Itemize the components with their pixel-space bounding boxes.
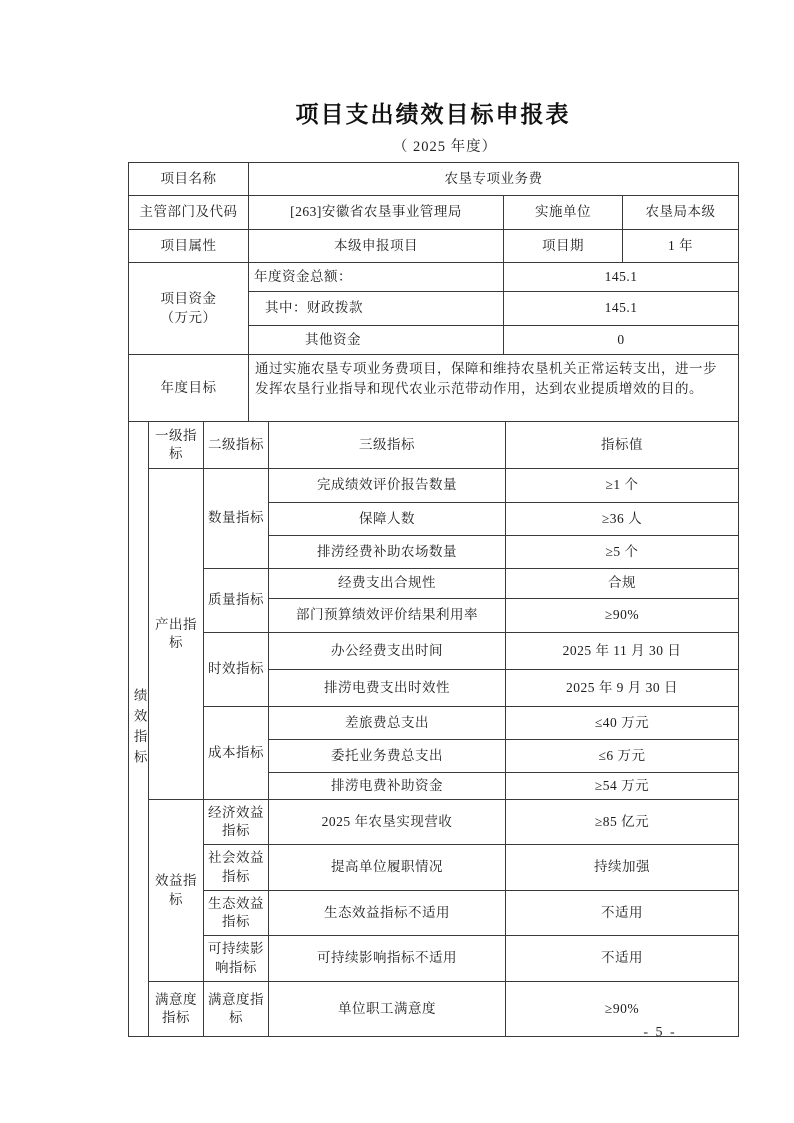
indicator-value: ≥54 万元 — [506, 773, 739, 800]
period-value: 1 年 — [623, 230, 739, 263]
performance-side-label: 绩效指标 — [129, 422, 149, 1037]
table-row — [129, 263, 739, 292]
indicator-l2: 生态效益指标 — [204, 891, 269, 936]
page-title: 项目支出绩效目标申报表 — [295, 102, 571, 127]
page-number: - 5 - — [643, 1025, 677, 1040]
indicator-l2: 可持续影响指标 — [204, 936, 269, 982]
indicator-l2: 时效指标 — [204, 633, 269, 707]
table-row — [129, 469, 739, 503]
impl-unit-value: 农垦局本级 — [623, 196, 739, 230]
annual-goal-text: 通过实施农垦专项业务费项目，保障和维持农垦机关正常运转支出，进一步发挥农垦行业指导和现代农业示范带动作用，达到农业提质增效的目的。 — [249, 355, 739, 422]
dept-value: [263]安徽省农垦事业管理局 — [249, 196, 504, 230]
table-row — [129, 845, 739, 891]
project-name-label: 项目名称 — [129, 163, 249, 196]
indicator-name: 单位职工满意度 — [269, 982, 506, 1037]
funds-fiscal-value: 145.1 — [504, 292, 739, 326]
header-l2: 二级指标 — [204, 422, 269, 469]
indicator-name: 办公经费支出时间 — [269, 633, 506, 670]
dept-label: 主管部门及代码 — [129, 196, 249, 230]
indicator-name: 排涝电费支出时效性 — [269, 670, 506, 707]
project-name-value: 农垦专项业务费 — [249, 163, 739, 196]
attr-value: 本级申报项目 — [249, 230, 504, 263]
indicator-value: 合规 — [506, 569, 739, 599]
indicator-name: 部门预算绩效评价结果利用率 — [269, 599, 506, 633]
funds-total-value: 145.1 — [504, 263, 739, 292]
indicator-value: 不适用 — [506, 891, 739, 936]
indicator-name: 可持续影响指标不适用 — [269, 936, 506, 982]
header-l3: 三级指标 — [269, 422, 506, 469]
table-row — [129, 196, 739, 230]
indicator-l2: 成本指标 — [204, 707, 269, 800]
funds-fiscal-label: 其中：财政拨款 — [249, 292, 504, 326]
form-tables — [128, 162, 738, 1037]
table-row — [129, 936, 739, 982]
indicator-value: ≤40 万元 — [506, 707, 739, 740]
funds-label-line1: 项目资金 — [160, 291, 217, 307]
impl-unit-label: 实施单位 — [504, 196, 623, 230]
funds-total-label: 年度资金总额： — [249, 263, 504, 292]
table-row — [129, 355, 739, 422]
indicator-name: 保障人数 — [269, 503, 506, 536]
indicator-value: ≥85 亿元 — [506, 800, 739, 845]
funds-other-value: 0 — [504, 326, 739, 355]
attr-label: 项目属性 — [129, 230, 249, 263]
project-info-table — [128, 162, 739, 422]
funds-label — [129, 263, 249, 355]
table-row — [129, 891, 739, 936]
period-label: 项目期 — [504, 230, 623, 263]
indicator-l1: 产出指标 — [149, 469, 204, 800]
indicator-value: ≥5 个 — [506, 536, 739, 569]
table-row — [129, 800, 739, 845]
indicator-name: 委托业务费总支出 — [269, 740, 506, 773]
table-row — [129, 163, 739, 196]
table-row — [129, 230, 739, 263]
table-row — [129, 569, 739, 599]
indicator-name: 经费支出合规性 — [269, 569, 506, 599]
header-value: 指标值 — [506, 422, 739, 469]
funds-other-label: 其他资金 — [249, 326, 504, 355]
indicator-l1: 满意度指标 — [149, 982, 204, 1037]
indicator-value: ≥90% — [506, 982, 739, 1037]
table-row — [129, 633, 739, 670]
indicators-header-row — [129, 422, 739, 469]
indicator-value: ≥90% — [506, 599, 739, 633]
indicator-l2: 质量指标 — [204, 569, 269, 633]
indicator-name: 2025 年农垦实现营收 — [269, 800, 506, 845]
indicator-value: ≥36 人 — [506, 503, 739, 536]
annual-goal-label: 年度目标 — [129, 355, 249, 422]
indicator-name: 提高单位履职情况 — [269, 845, 506, 891]
table-row — [129, 707, 739, 740]
funds-label-line2: （万元） — [160, 309, 217, 325]
page-subtitle: （ 2025 年度） — [392, 139, 498, 155]
indicator-l2: 社会效益指标 — [204, 845, 269, 891]
indicator-value: ≤6 万元 — [506, 740, 739, 773]
indicator-value: 不适用 — [506, 936, 739, 982]
indicator-l2: 数量指标 — [204, 469, 269, 569]
indicator-l1: 效益指标 — [149, 800, 204, 982]
indicator-l2: 满意度指标 — [204, 982, 269, 1037]
indicator-name: 排涝经费补助农场数量 — [269, 536, 506, 569]
header-l1: 一级指标 — [149, 422, 204, 469]
indicator-name: 生态效益指标不适用 — [269, 891, 506, 936]
indicator-name: 排涝电费补助资金 — [269, 773, 506, 800]
indicator-name: 完成绩效评价报告数量 — [269, 469, 506, 503]
indicator-name: 差旅费总支出 — [269, 707, 506, 740]
indicator-value: 持续加强 — [506, 845, 739, 891]
indicators-table — [128, 421, 739, 1037]
indicator-value: 2025 年 11 月 30 日 — [506, 633, 739, 670]
indicator-value: 2025 年 9 月 30 日 — [506, 670, 739, 707]
indicator-value: ≥1 个 — [506, 469, 739, 503]
indicator-l2: 经济效益指标 — [204, 800, 269, 845]
